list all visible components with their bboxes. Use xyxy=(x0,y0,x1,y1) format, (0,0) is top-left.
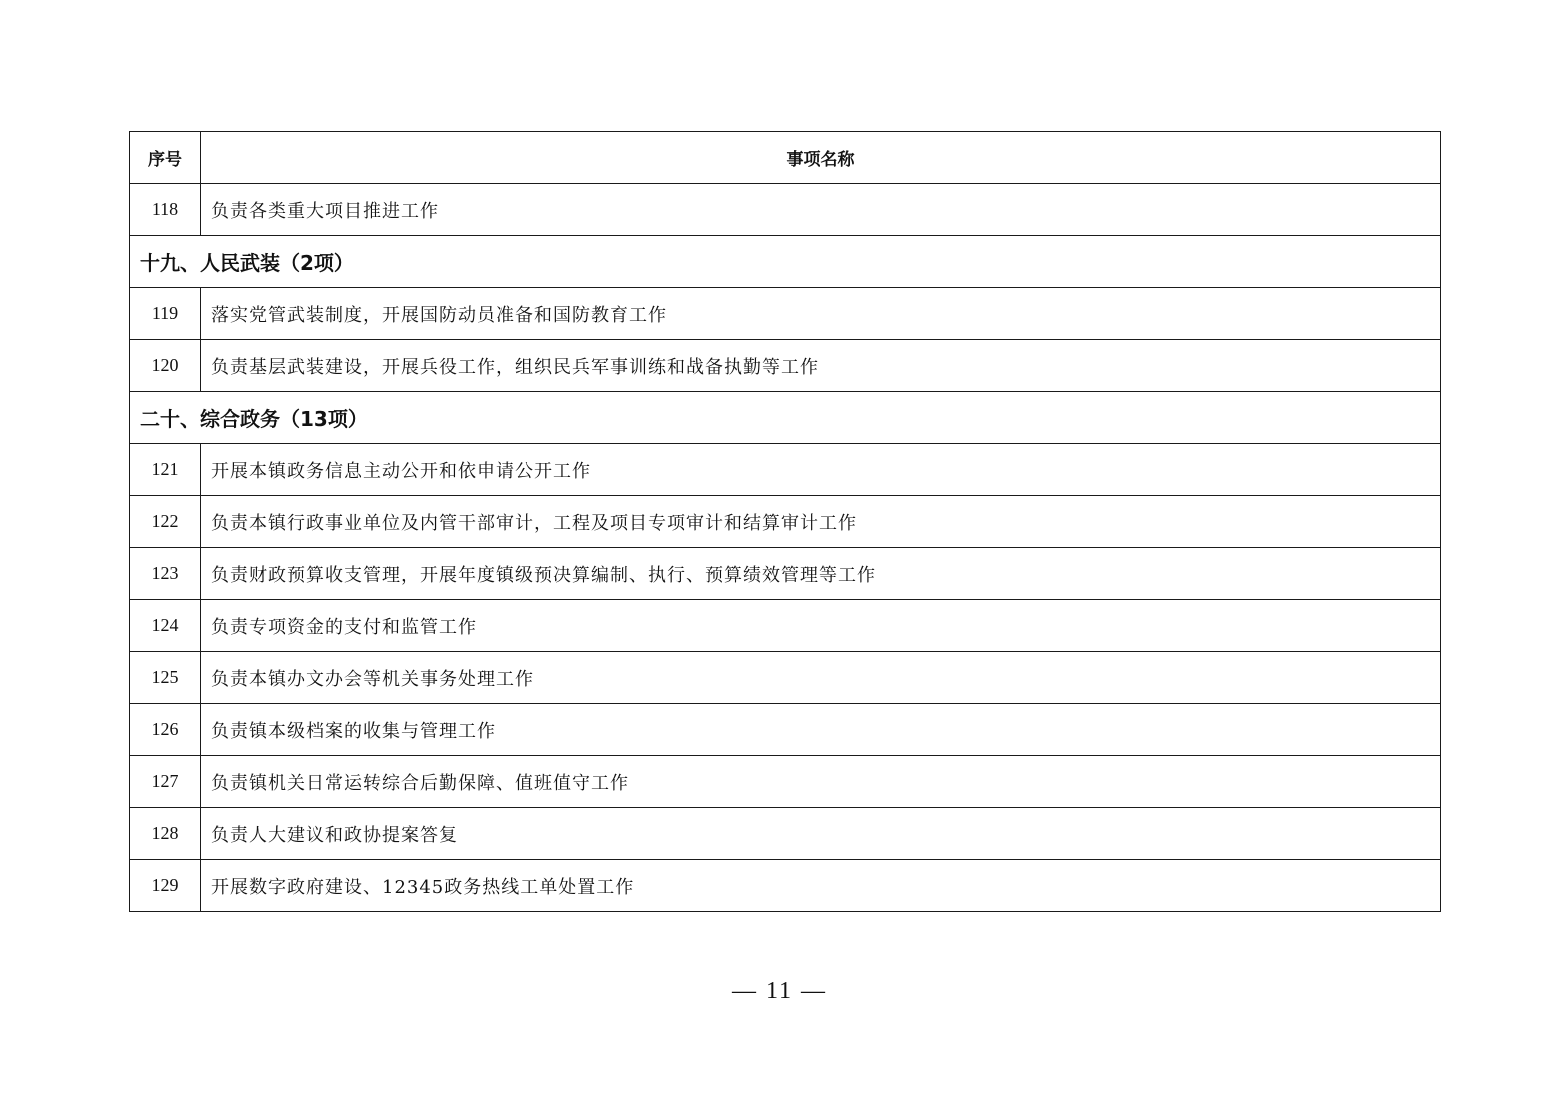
row-name: 负责镇本级档案的收集与管理工作 xyxy=(201,704,1441,756)
row-name: 开展本镇政务信息主动公开和依申请公开工作 xyxy=(201,444,1441,496)
row-name: 负责本镇行政事业单位及内管干部审计，工程及项目专项审计和结算审计工作 xyxy=(201,496,1441,548)
table-row xyxy=(130,340,1441,392)
row-number: 127 xyxy=(130,756,201,808)
row-number: 128 xyxy=(130,808,201,860)
row-number: 118 xyxy=(130,184,201,236)
row-number: 121 xyxy=(130,444,201,496)
row-name: 负责本镇办文办会等机关事务处理工作 xyxy=(201,652,1441,704)
table-row xyxy=(130,184,1441,236)
row-name: 负责专项资金的支付和监管工作 xyxy=(201,600,1441,652)
table-row xyxy=(130,444,1441,496)
table-row xyxy=(130,808,1441,860)
row-name: 开展数字政府建设、12345政务热线工单处置工作 xyxy=(201,860,1441,912)
table-row xyxy=(130,860,1441,912)
row-number: 119 xyxy=(130,288,201,340)
row-number: 120 xyxy=(130,340,201,392)
table-row xyxy=(130,600,1441,652)
table-row xyxy=(130,756,1441,808)
row-name: 负责各类重大项目推进工作 xyxy=(201,184,1441,236)
row-name: 落实党管武装制度，开展国防动员准备和国防教育工作 xyxy=(201,288,1441,340)
table-row xyxy=(130,548,1441,600)
table-row xyxy=(130,288,1441,340)
row-number: 123 xyxy=(130,548,201,600)
header-name: 事项名称 xyxy=(201,132,1441,184)
row-number: 125 xyxy=(130,652,201,704)
page-number: — 11 — xyxy=(731,978,828,1004)
table-header-row xyxy=(130,132,1441,184)
table-row xyxy=(130,496,1441,548)
row-number: 122 xyxy=(130,496,201,548)
section-title: 二十、综合政务（13项） xyxy=(130,392,1441,444)
section-row xyxy=(130,236,1441,288)
section-row xyxy=(130,392,1441,444)
header-number: 序号 xyxy=(130,132,201,184)
row-name: 负责基层武装建设，开展兵役工作，组织民兵军事训练和战备执勤等工作 xyxy=(201,340,1441,392)
row-name: 负责人大建议和政协提案答复 xyxy=(201,808,1441,860)
row-number: 129 xyxy=(130,860,201,912)
matters-table xyxy=(129,131,1441,912)
row-name: 负责镇机关日常运转综合后勤保障、值班值守工作 xyxy=(201,756,1441,808)
table-row xyxy=(130,652,1441,704)
section-title: 十九、人民武装（2项） xyxy=(130,236,1441,288)
row-number: 126 xyxy=(130,704,201,756)
row-number: 124 xyxy=(130,600,201,652)
table-row xyxy=(130,704,1441,756)
row-name: 负责财政预算收支管理，开展年度镇级预决算编制、执行、预算绩效管理等工作 xyxy=(201,548,1441,600)
